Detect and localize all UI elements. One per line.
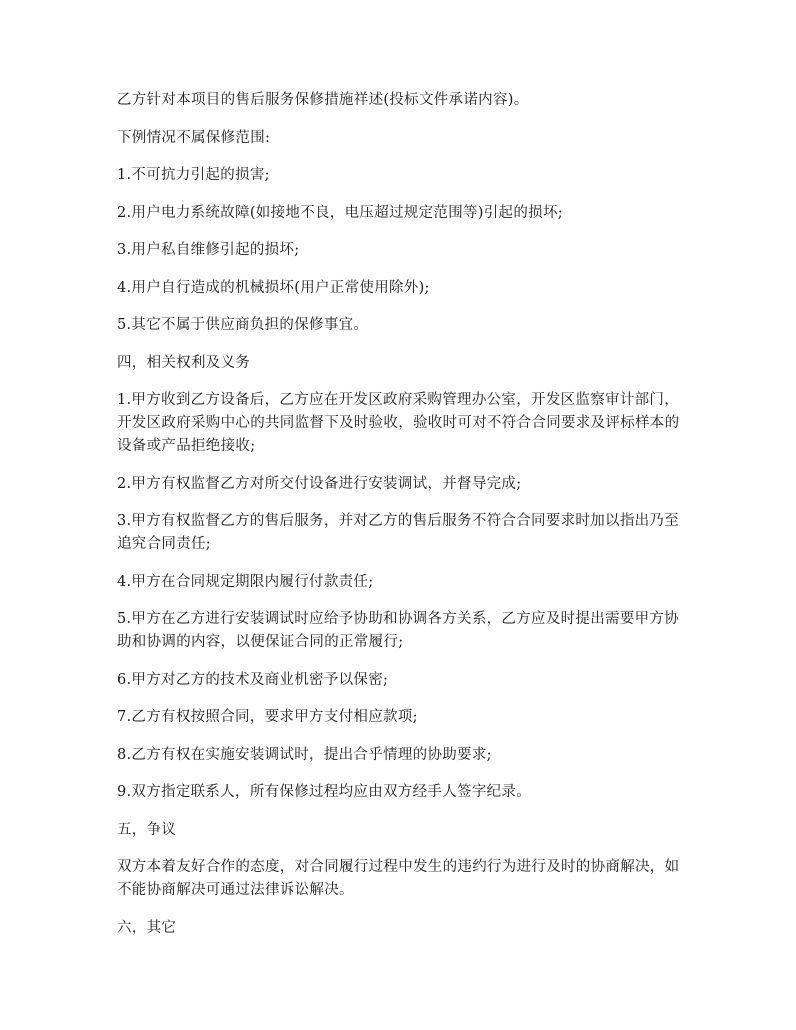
paragraph-exclusion-3: 3.用户私自维修引起的损坏; (117, 242, 300, 258)
paragraph-right-1: 1.甲方收到乙方设备后，乙方应在开发区政府采购管理办公室，开发区监察审计部门，开发区政府采购中心的共同监督下及时验收，验收时可对不符合合同要求及评标样本的设备或产品拒绝接收; (117, 392, 680, 454)
paragraph-exclusion-1: 1.不可抗力引起的损害; (117, 167, 270, 183)
section-heading-rights: 四，相关权利及义务 (117, 354, 251, 371)
section-heading-disputes: 五，争议 (117, 821, 177, 838)
paragraph-right-3: 3.甲方有权监督乙方的售后服务，并对乙方的售后服务不符合合同要求时加以指出乃至追究合同责任; (117, 513, 680, 552)
paragraph-exclusion-2: 2.用户电力系统故障(如接地不良，电压超过规定范围等)引起的损坏; (117, 204, 563, 221)
paragraph-exclusions-heading: 下例情况不属保修范围: (117, 129, 271, 146)
section-heading-other: 六，其它 (117, 919, 177, 936)
paragraph-right-4: 4.甲方在合同规定期限内履行付款责任; (117, 573, 374, 590)
paragraph-right-8: 8.乙方有权在实施安装调试时，提出合乎情理的协助要求; (117, 746, 492, 763)
document-page (117, 89, 683, 954)
paragraph-exclusion-5: 5.其它不属于供应商负担的保修事宜。 (117, 317, 369, 333)
paragraph-right-9: 9.双方指定联系人，所有保修过程均应由双方经手人签字纪录。 (117, 784, 532, 800)
paragraph-right-5: 5.甲方在乙方进行安装调试时应给予协助和协调各方关系，乙方应及时提出需要甲方协助和协调的内容，以便保证合同的正常履行; (117, 611, 680, 650)
paragraph-warranty-intro: 乙方针对本项目的售后服务保修措施祥述(投标文件承诺内容)。 (117, 92, 529, 108)
paragraph-right-6: 6.甲方对乙方的技术及商业机密予以保密; (117, 671, 389, 688)
paragraph-right-7: 7.乙方有权按照合同，要求甲方支付相应款项; (117, 709, 418, 725)
paragraph-right-2: 2.甲方有权监督乙方对所交付设备进行安装调试，并督导完成; (117, 475, 522, 492)
paragraph-exclusion-4: 4.用户自行造成的机械损坏(用户正常使用除外); (117, 279, 430, 296)
paragraph-disputes: 双方本着友好合作的态度，对合同履行过程中发生的违约行为进行及时的协商解决，如不能协商解决可通过法律诉讼解决。 (117, 859, 680, 898)
